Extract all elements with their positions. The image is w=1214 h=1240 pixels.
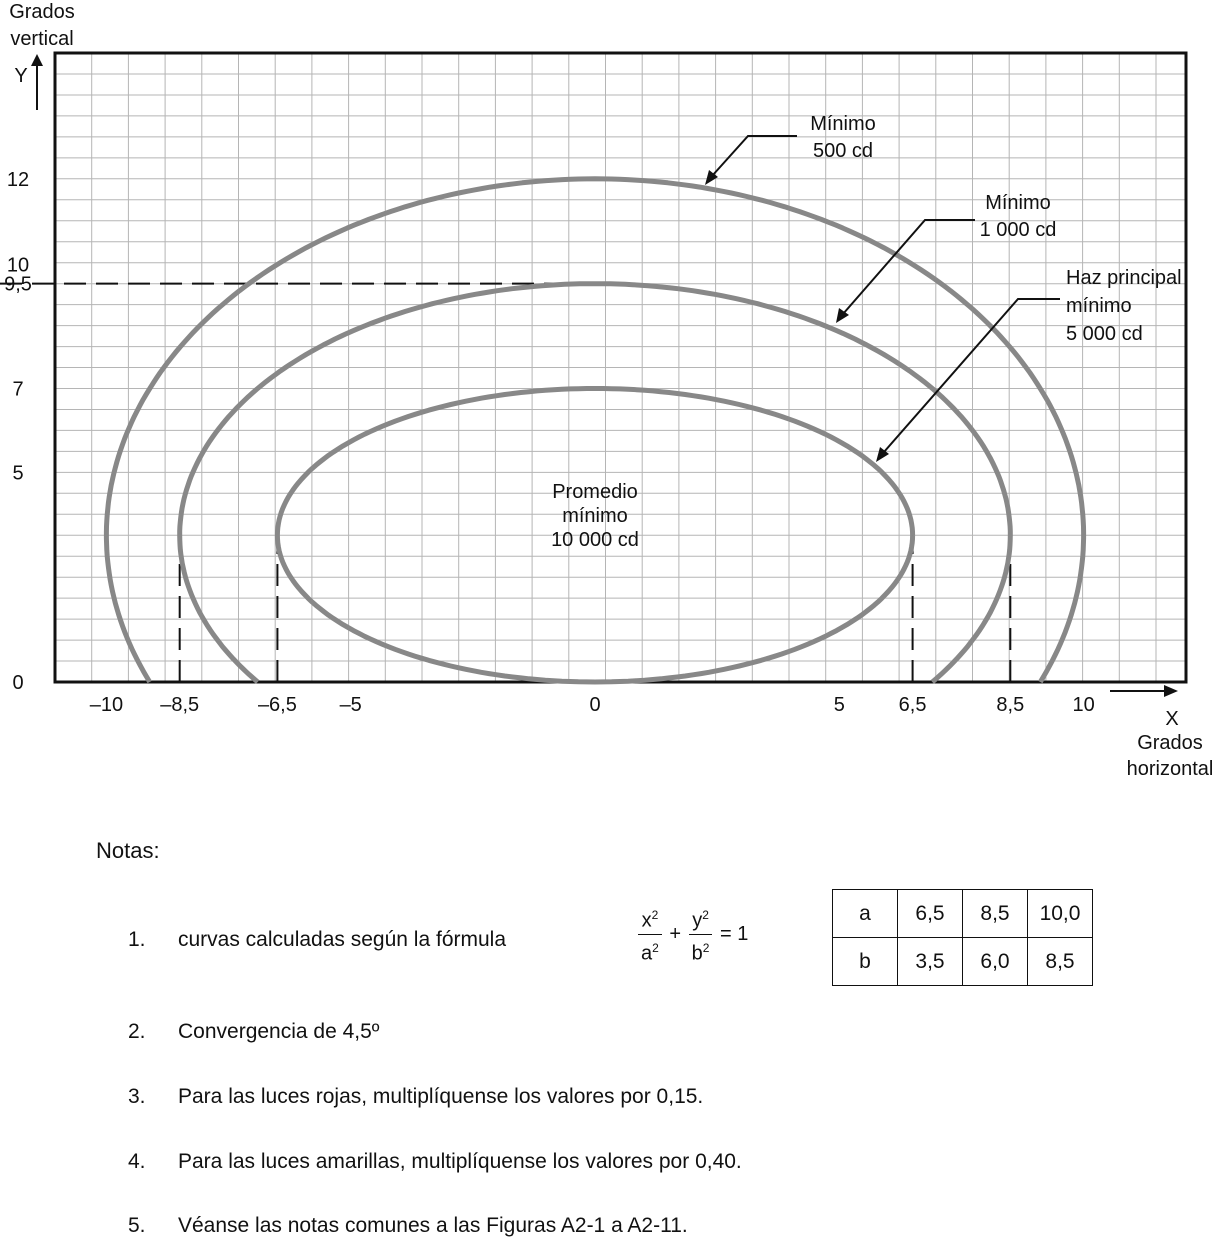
x-tick-label: –8,5 <box>160 694 200 716</box>
table-cell: 8,5 <box>1028 938 1093 986</box>
table-row-b <box>833 938 1093 986</box>
formula-y-fraction <box>689 902 713 966</box>
formula-a-exp: 2 <box>652 940 659 955</box>
x-tick-label: 5 <box>833 694 845 716</box>
annotation-500cd-line2: 500 cd <box>812 140 874 162</box>
note-3 <box>128 1085 703 1109</box>
annotation-5000cd-line1: Haz principal <box>1066 267 1182 289</box>
note-5-number: 5. <box>128 1214 146 1237</box>
y-tick-label: 9,5 <box>4 273 32 296</box>
table-cell: 6,0 <box>963 938 1028 986</box>
x-tick-label: 8,5 <box>996 694 1025 716</box>
y-tick-label: 10 <box>6 254 30 277</box>
note-1 <box>128 928 506 952</box>
y-arrow-head <box>31 54 43 66</box>
x-tick-label: –10 <box>89 694 124 716</box>
x-axis-letter: X <box>1165 708 1179 730</box>
annotation-5000cd <box>876 267 1182 462</box>
x-tick-label: –6,5 <box>257 694 297 716</box>
annotation-1000cd-line2: 1 000 cd <box>979 219 1057 241</box>
note-3-text: Para las luces rojas, multiplíquense los valores por 0,15. <box>178 1085 704 1108</box>
note-2-number: 2. <box>128 1020 146 1043</box>
annotation-10000cd <box>551 481 639 551</box>
formula-x: x <box>641 909 652 932</box>
annotation-500cd <box>705 113 876 185</box>
annotation-5000cd-line3: 5 000 cd <box>1066 323 1143 345</box>
table-cell: 3,5 <box>898 938 963 986</box>
annotation-1000cd-line1: Mínimo <box>985 192 1051 214</box>
tick-labels <box>4 169 1095 716</box>
note-4-number: 4. <box>128 1150 146 1173</box>
x-axis-title-line2: horizontal <box>1126 758 1214 780</box>
formula-b: b <box>691 942 703 965</box>
note-1-text: curvas calculadas según la fórmula <box>178 928 507 951</box>
formula-a: a <box>641 942 653 965</box>
formula-equals: = 1 <box>720 922 749 945</box>
note-3-number: 3. <box>128 1085 146 1108</box>
formula-y-exp: 2 <box>702 908 709 922</box>
x-tick-label: –5 <box>339 694 362 716</box>
x-axis-title-line1: Grados <box>1137 732 1203 754</box>
annotation-500cd-leader <box>712 136 797 176</box>
table-cell: 8,5 <box>963 890 1028 938</box>
y-axis-letter: Y <box>14 65 28 87</box>
y-axis-title-line2: vertical <box>10 28 74 50</box>
center-label-line3: 10 000 cd <box>551 529 639 551</box>
formula-b-exp: 2 <box>702 940 710 955</box>
notes-title: Notas: <box>96 838 160 863</box>
x-tick-label: 6,5 <box>898 694 927 716</box>
table-cell: 10,0 <box>1028 890 1093 938</box>
annotation-1000cd <box>836 192 1056 323</box>
y-tick-label: 7 <box>12 378 24 401</box>
chart-grid <box>55 53 1186 682</box>
formula-y: y <box>692 909 703 932</box>
y-axis-title-line1: Grados <box>9 1 75 23</box>
annotation-5000cd-line2: mínimo <box>1066 295 1132 317</box>
y-tick-label: 5 <box>12 462 24 485</box>
note-4-text: Para las luces amarillas, multiplíquense los valores por 0,40. <box>178 1150 742 1173</box>
ellipse-formula <box>638 902 750 966</box>
x-arrow-head <box>1164 685 1178 697</box>
y-tick-label: 12 <box>6 168 30 191</box>
table-cell: 6,5 <box>898 890 963 938</box>
table-head-b: b <box>833 938 898 986</box>
note-4 <box>128 1150 742 1174</box>
formula-x-fraction <box>638 902 662 966</box>
note-2-text: Convergencia de 4,5º <box>178 1020 380 1043</box>
table-row-a <box>833 890 1093 938</box>
annotation-500cd-line1: Mínimo <box>810 113 876 135</box>
center-label-line2: mínimo <box>562 505 628 527</box>
center-label-line1: Promedio <box>552 481 638 503</box>
formula-x-exp: 2 <box>651 908 659 922</box>
note-5 <box>128 1214 688 1238</box>
table-head-a: a <box>833 890 898 938</box>
y-tick-label: 0 <box>12 672 24 694</box>
note-1-number: 1. <box>128 928 146 951</box>
x-tick-label: 10 <box>1072 694 1095 716</box>
ellipse-parameter-table <box>832 889 1093 986</box>
formula-plus: + <box>669 922 682 945</box>
note-5-text: Véanse las notas comunes a las Figuras A2-1 a A2-11. <box>178 1214 688 1237</box>
note-2 <box>128 1020 379 1044</box>
x-tick-label: 0 <box>589 694 601 716</box>
